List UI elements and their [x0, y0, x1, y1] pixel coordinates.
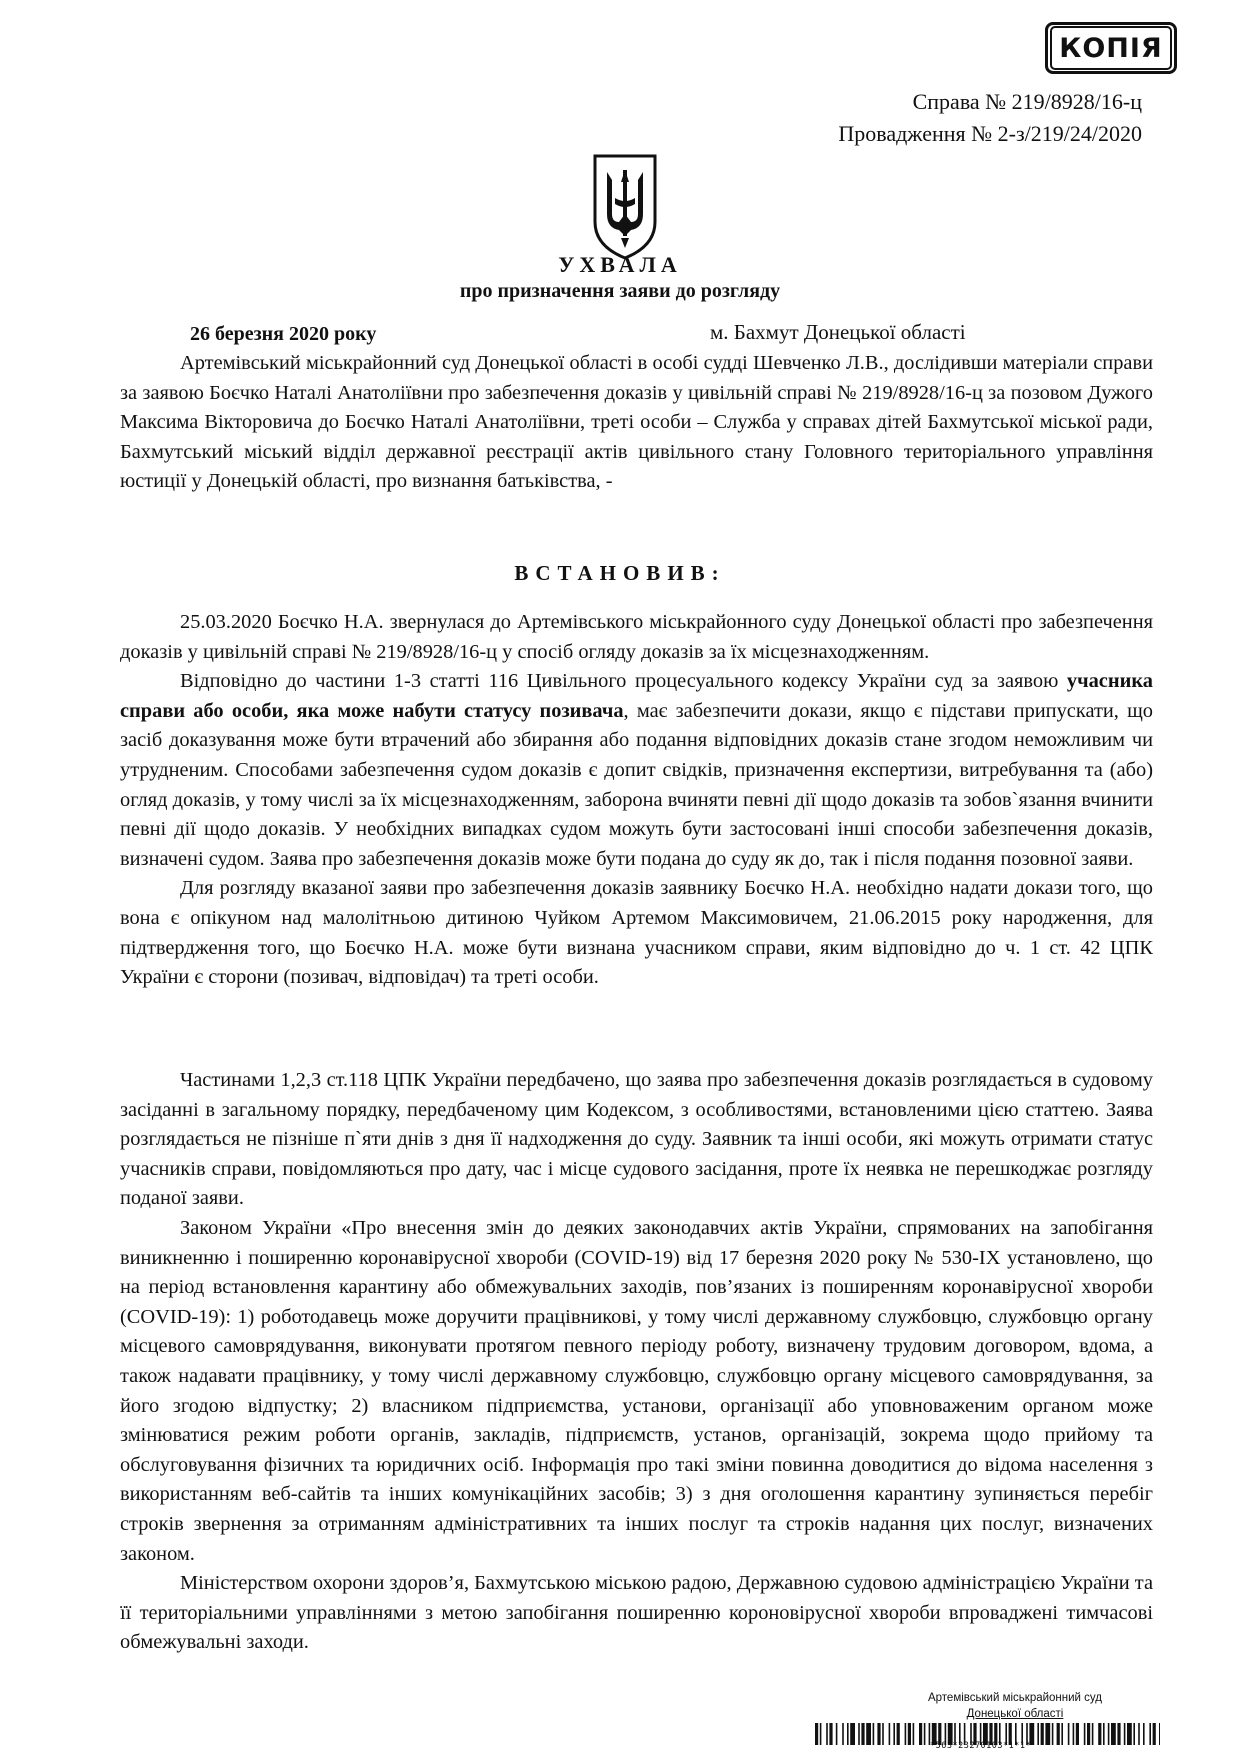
barcode-bar — [858, 1723, 860, 1745]
barcode-bar — [908, 1723, 911, 1745]
barcode-bar — [913, 1723, 915, 1745]
barcode-bar — [1117, 1723, 1120, 1745]
document-title: УХВАЛА — [558, 252, 682, 277]
section-heading: ВСТАНОВИВ: — [514, 561, 726, 585]
findings-paragraph-2-start: Відповідно до частини 1-3 статті 116 Цивільного процесуального кодексу України суд за заявою — [180, 670, 1067, 693]
barcode-bar — [1073, 1723, 1075, 1745]
barcode-bar — [1092, 1723, 1094, 1745]
barcode-bar — [1124, 1723, 1126, 1745]
barcode-bar — [1098, 1723, 1101, 1745]
barcode-bar — [1037, 1723, 1039, 1745]
trident-coat-of-arms-icon — [591, 152, 659, 262]
barcode-bar — [850, 1723, 855, 1745]
case-reference — [838, 86, 1142, 150]
barcode-bar — [893, 1723, 895, 1745]
barcode-bar — [847, 1723, 849, 1745]
barcode-bar — [866, 1723, 871, 1745]
barcode-bar — [1061, 1723, 1063, 1745]
barcode-bar — [826, 1723, 828, 1745]
court-footer-line-2: Донецької області — [966, 1708, 1064, 1720]
barcode-number: *563*23270103*1*1* — [930, 1741, 1032, 1751]
barcode-bar — [919, 1723, 922, 1745]
barcode-bar — [1087, 1723, 1090, 1745]
court-footer — [895, 1690, 1135, 1722]
barcode-bar — [1153, 1723, 1156, 1745]
barcode-bar — [820, 1723, 822, 1745]
intro-text: Артемівський міськрайонний суд Донецької області в особі судді Шевченко Л.В., дослідивши матеріали справи за заявою Боєчко Наталі Анатоліївни про забезпечення доказів у цивільній справі № 219/8928/16-ц за позовом Дужого Максима Вікторовича до Боєчко Наталі Анатоліївни, треті особи – Служба у справах дітей Бахмутської міської ради, Бахмутський міський відділ державної реєстрації актів цивільного стану Головного територіального управління юстиції у Донецькій області, про визнання батьківства, - — [120, 352, 1153, 493]
barcode-bar — [1041, 1723, 1044, 1745]
barcode-bar — [889, 1723, 891, 1745]
document-place: м. Бахмут Донецької області — [710, 320, 966, 344]
copy-stamp-label: КОПІЯ — [1050, 26, 1172, 70]
barcode-bar — [1143, 1723, 1145, 1745]
findings-paragraph-2-bold: учасника справи або особи, яка може набути статусу позивача — [120, 670, 1153, 722]
findings-paragraph-2 — [120, 667, 1153, 874]
document-date: 26 березня 2020 року — [190, 323, 377, 345]
legal-paragraph-3: Міністерством охорони здоров’я, Бахмутською міською радою, Державною судовою адміністрацією України та її територіальними управліннями з метою запобігання поширенню короновірусної хвороби впроваджені тимчасові обмежувальні заходи. — [120, 1572, 1153, 1654]
legal-basis-section — [120, 1066, 1153, 1658]
barcode-bar — [1103, 1723, 1105, 1745]
findings-paragraph-2-end: , має забезпечити докази, якщо є підстави припускати, що засіб доказування може бути втрачений або збирання або подання відповідних доказів стане згодом неможливим чи утрудненим. Способами забезпечення судом доказів є допит свідків, призначення експертизи, витребування та (або) огляд доказів, у тому числі за їх місцезнаходженням, заборона вчиняти певні дії щодо доказів та зобов`язання вчинити певні дії щодо доказів. У необхідних випадках судом можуть бути застосовані інші способи забезпечення доказів, визначені судом. Заява про забезпечення доказів може бути подана до суду як до, так і після подання позовної заяви. — [120, 699, 1153, 870]
barcode-bar — [1052, 1723, 1054, 1745]
proceeding-number: Провадження № 2-з/219/24/2020 — [838, 121, 1142, 146]
barcode-bar — [1108, 1723, 1110, 1745]
barcode-bar — [905, 1723, 907, 1745]
court-footer-line-1: Артемівський міськрайонний суд — [927, 1692, 1103, 1704]
barcode-bar — [815, 1723, 818, 1745]
copy-stamp — [1045, 22, 1177, 74]
barcode-bar — [1045, 1723, 1050, 1745]
barcode-bar — [829, 1723, 832, 1745]
barcode-bar — [924, 1723, 926, 1745]
document-subtitle: про призначення заяви до розгляду — [459, 280, 781, 302]
barcode-bar — [877, 1723, 880, 1745]
barcode-bar — [1159, 1723, 1160, 1745]
barcode-bar — [861, 1723, 864, 1745]
barcode-bar — [897, 1723, 900, 1745]
barcode-bar — [1127, 1723, 1132, 1745]
barcode-bar — [1076, 1723, 1079, 1745]
legal-paragraph-2: Законом України «Про внесення змін до деяких законодавчих актів України, спрямованих на запобігання виникненню і поширенню коронавірусної хвороби (COVID-19) від 17 березня 2020 року № 530-IX установлено, що на період встановлення карантину або обмежувальних заходів, пов’язаних із поширенням коронавірусної хвороби (COVID-19): 1) роботодавець може доручити працівникові, у тому числі державному службовцю, службовцю органу місцевого самоврядування, виконувати протягом певного періоду роботу, визначену трудовим договором, вдома, а також надавати працівнику, у тому числі державному службовцю, службовцю органу місцевого самоврядування, за його згодою відпустку; 2) власником підприємства, установи, організації або уповноваженим органом може змінюватися режим роботи органів, закладів, підприємств, установ, організацій, зокрема щодо прийому та обслуговування фізичних та юридичних осіб. Інформація про такі зміни повинна доводитися до відома населення з використанням веб-сайтів та інших комунікаційних засобів; 3) з дня оголошення карантину зупиняється перебіг строків звернення за отриманням адміністративних та інших послуг та строків надання цих послуг, визначених законом. — [120, 1216, 1153, 1565]
barcode-bar — [873, 1723, 875, 1745]
barcode-bar — [882, 1723, 884, 1745]
barcode-bar — [1057, 1723, 1060, 1745]
findings-paragraph-3: Для розгляду вказаної заяви про забезпечення доказів заявнику Боєчко Н.А. необхідно надати докази того, що вона є опікуном над малолітньою дитиною Чуйком Артемом Максимовичем, 21.06.2015 року народження, для підтвердження того, що Боєчко Н.А. може бути визнана учасником справи, яким відповідно до ч. 1 ст. 42 ЦПК України є сторони (позивач, відповідач) та треті особи. — [120, 877, 1153, 989]
legal-paragraph-1: Частинами 1,2,3 ст.118 ЦПК України передбачено, що заява про забезпечення доказів розглядається в судовому засіданні в загальному порядку, передбаченому цим Кодексом, з особливостями, встановленими цією статтею. Заява розглядається не пізніше п`яти днів з дня її надходження до суду. Заявник та інші особи, які можуть отримати статус учасників справи, повідомляються про дату, час і місце судового засідання, проте їх неявка не перешкоджає розгляду поданої заяви. — [120, 1069, 1153, 1210]
barcode-bar — [1084, 1723, 1086, 1745]
barcode-bar — [836, 1723, 838, 1745]
intro-paragraph — [120, 349, 1153, 497]
findings-section — [120, 608, 1153, 993]
findings-paragraph-1: 25.03.2020 Боєчко Н.А. звернулася до Артемівського міськрайонного суду Донецької області про забезпечення доказів у цивільній справі № 219/8928/16-ц у спосіб огляду доказів за їх місцезнаходженням. — [120, 611, 1153, 663]
barcode-bar — [1133, 1723, 1135, 1745]
barcode-bar — [842, 1723, 844, 1745]
barcode-bar — [1138, 1723, 1140, 1745]
barcode-bar — [1149, 1723, 1151, 1745]
case-number: Справа № 219/8928/16-ц — [912, 89, 1142, 114]
barcode-bar — [1068, 1723, 1070, 1745]
barcode-bar — [1111, 1723, 1116, 1745]
